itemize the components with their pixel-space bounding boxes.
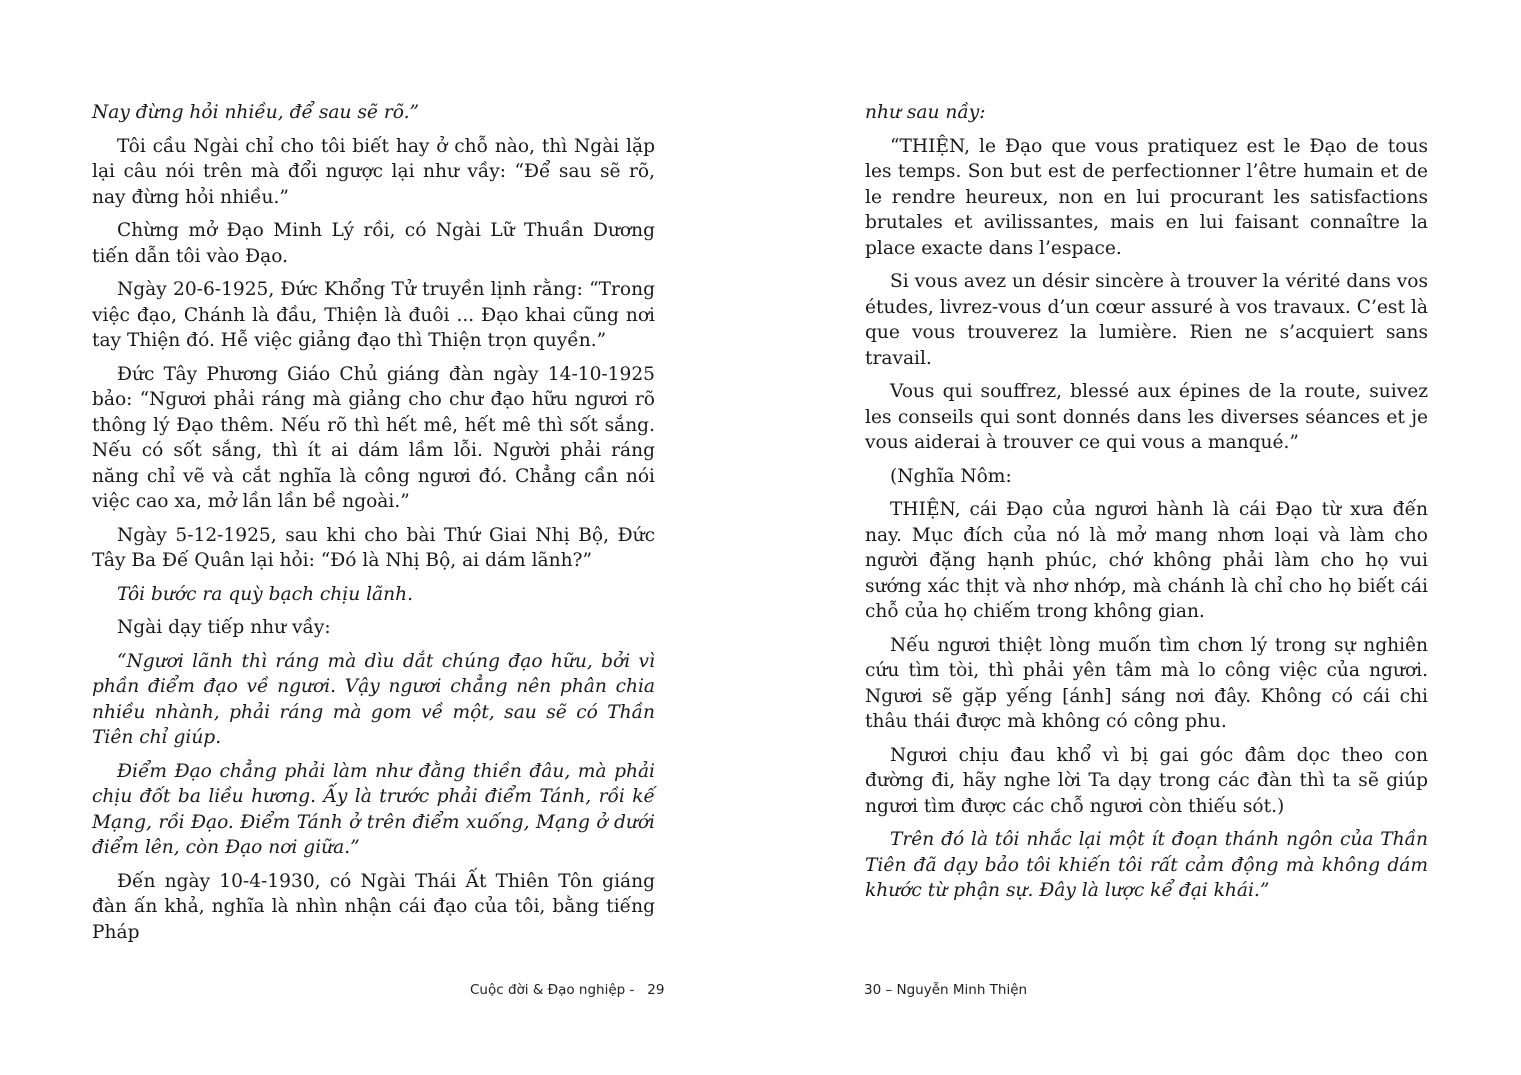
paragraph: Ngài dạy tiếp như vầy: (117, 617, 331, 638)
page-footer-left: Cuộc đời & Đạo nghiệp - 29 (470, 982, 665, 998)
paragraph: Ngày 5-12-1925, sau khi cho bài Thứ Giai Nhị Bộ, Đức Tây Ba Đế Quân lại hỏi: “Đó là Nhị Bộ, ai dám lãnh?” (92, 524, 655, 571)
right-page (865, 100, 1428, 912)
paragraph: Ngươi chịu đau khổ vì bị gai góc đâm dọc theo con đường đi, hãy nghe lời Ta dạy trong các đàn thì ta sẽ giúp ngươi tìm được các chỗ ngươi còn thiếu sót.) (865, 744, 1428, 817)
page-footer-right: 30 – Nguyễn Minh Thiện (864, 982, 1028, 998)
paragraph: “Ngươi lãnh thì ráng mà dìu dắt chúng đạo hữu, bởi vì phần điểm đạo về ngươi. Vậy ngươi chẳng nên phân chia nhiều nhành, phải ráng mà gom về một, sau sẽ có Thần Tiên chỉ giúp. (92, 650, 655, 748)
paragraph: Si vous avez un désir sincère à trouver la vérité dans vos études, livrez-vous d’un cœur assuré à vos travaux. C’est là que vous trouverez la lumière. Rien ne s’acquiert sans travail. (865, 271, 1428, 369)
paragraph: như sau nầy: (865, 102, 986, 123)
paragraph: Nếu ngươi thiệt lòng muốn tìm chơn lý trong sự nghiên cứu tìm tòi, thì phải yên tâm mà lo công việc của ngươi. Ngươi sẽ gặp yếng [ánh] sáng nơi đây. Không có cái chi thâu thái được mà không có công phu. (865, 634, 1428, 732)
paragraph: Đức Tây Phương Giáo Chủ giáng đàn ngày 14-10-1925 bảo: “Ngươi phải ráng mà giảng cho chư đạo hữu ngươi rõ thông lý Đạo thêm. Nếu rõ thì hết mê, hết mê thì sốt sắng. Nếu có sốt sắng, thì ít ai dám lầm lỗi. Người phải ráng năng chỉ vẽ và cắt nghĩa là công ngươi đó. Chẳng cần nói việc cao xa, mở lần lần bề ngoài.” (92, 363, 655, 512)
paragraph: Tôi cầu Ngài chỉ cho tôi biết hay ở chỗ nào, thì Ngài lặp lại câu nói trên mà đổi ngược lại như vầy: “Để sau sẽ rõ, nay đừng hỏi nhiều.” (92, 135, 655, 208)
paragraph: (Nghĩa Nôm: (890, 465, 1012, 487)
paragraph: Nay đừng hỏi nhiều, để sau sẽ rõ.” (92, 102, 419, 123)
paragraph: Vous qui souffrez, blessé aux épines de la route, suivez les conseils qui sont donnés dans les diverses séances et je vous aiderai à trouver ce qui vous a manqué.” (865, 381, 1428, 453)
left-page (92, 100, 655, 953)
paragraph: “THIỆN, le Đạo que vous pratiquez est le Đạo de tous les temps. Son but est de perfectionner l’être humain et de le rendre heureux, non en lui procurant les satisfactions brutales et avilissantes, mais en lui faisant connaître la place exacte dans l’espace. (865, 135, 1428, 259)
paragraph: Điểm Đạo chẳng phải làm như đằng thiền đâu, mà phải chịu đốt ba liều hương. Ấy là trước phải điểm Tánh, rồi kế Mạng, rồi Đạo. Điểm Tánh ở trên điểm xuống, Mạng ở dưới điểm lên, còn Đạo nơi giữa.” (92, 760, 655, 858)
paragraph: Trên đó là tôi nhắc lại một ít đoạn thánh ngôn của Thần Tiên đã dạy bảo tôi khiến tôi rất cảm động mà không dám khước từ phận sự. Đây là lược kể đại khái.” (865, 829, 1428, 901)
paragraph: Chừng mở Đạo Minh Lý rồi, có Ngài Lữ Thuần Dương tiến dẫn tôi vào Đạo. (92, 220, 655, 267)
paragraph: Tôi bước ra quỳ bạch chịu lãnh. (117, 583, 413, 605)
paragraph: Đến ngày 10-4-1930, có Ngài Thái Ất Thiên Tôn giáng đàn ấn khả, nghĩa là nhìn nhận cái đạo của tôi, bằng tiếng Pháp (92, 870, 655, 943)
paragraph: THIỆN, cái Đạo của ngươi hành là cái Đạo từ xưa đến nay. Mục đích của nó là mở mang nhơn loại và làm cho người đặng hạnh phúc, chớ không phải làm cho họ vui sướng xác thịt và nhơ nhớp, mà chánh là chỉ cho họ biết cái chỗ của họ chiếm trong không gian. (865, 499, 1428, 622)
paragraph: Ngày 20-6-1925, Đức Khổng Tử truyền lịnh rằng: “Trong việc đạo, Chánh là đầu, Thiện là đuôi ... Đạo khai cũng nơi tay Thiện đó. Hễ việc giảng đạo thì Thiện trọn quyền.” (92, 279, 655, 351)
